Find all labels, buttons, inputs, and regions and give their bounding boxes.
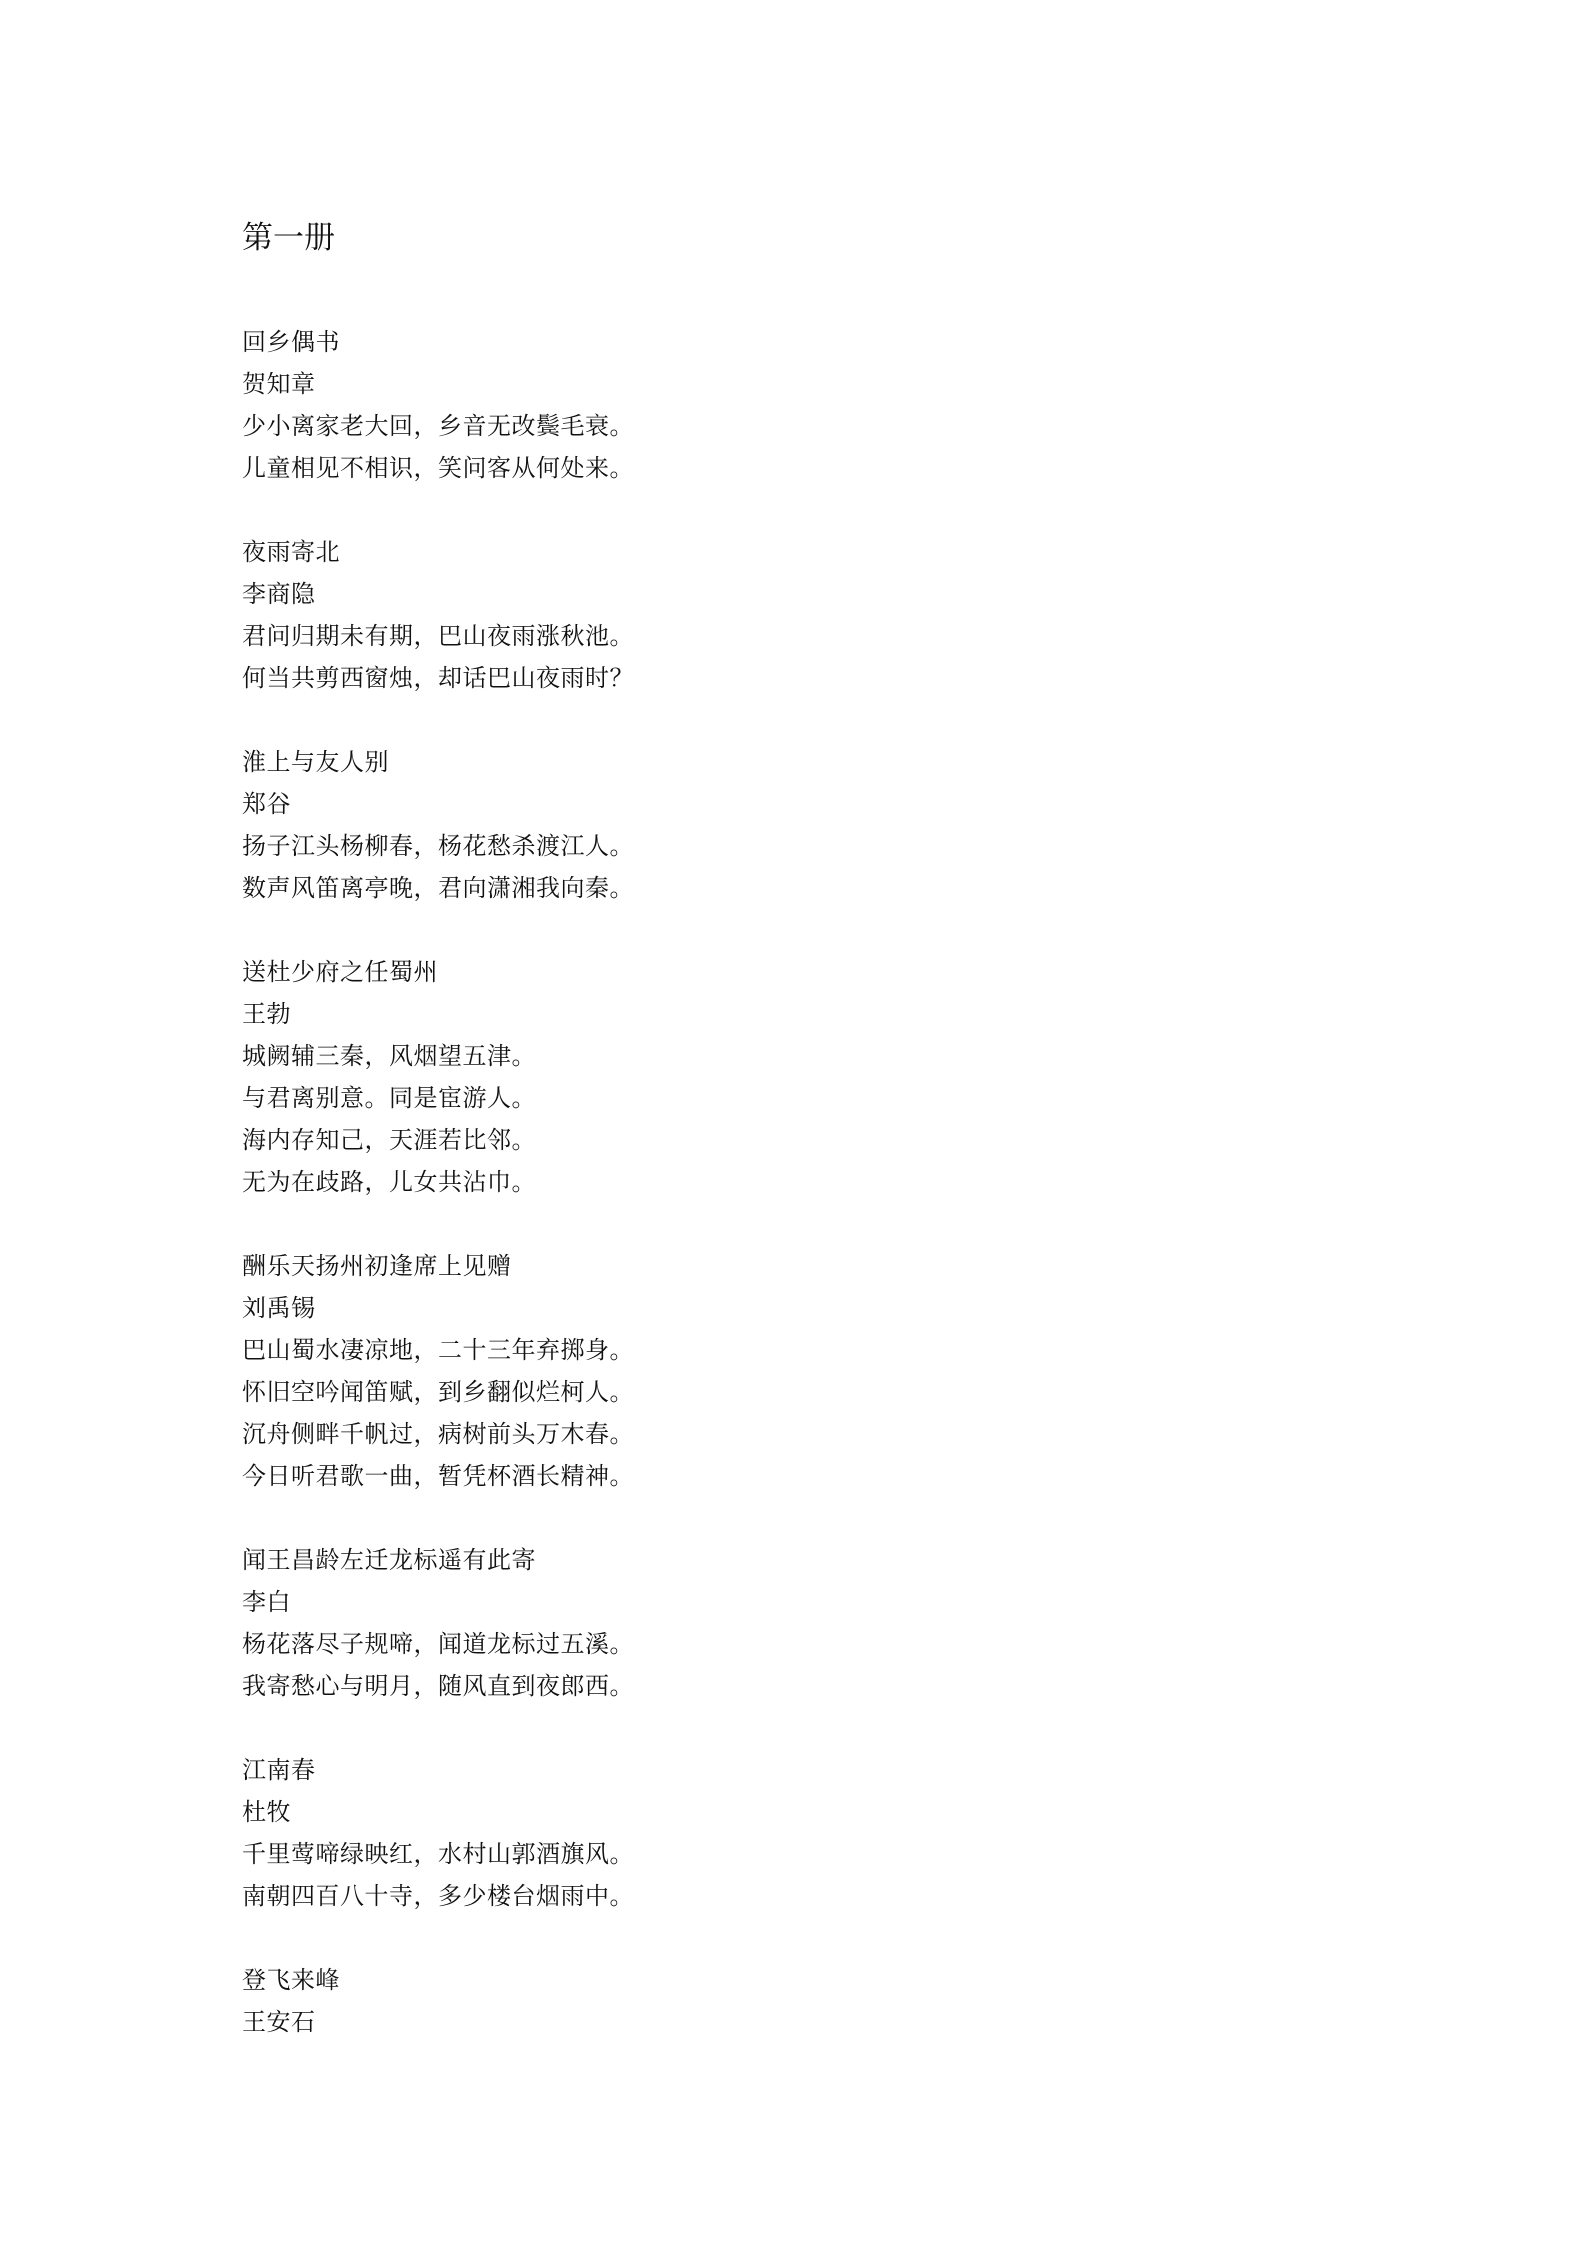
poem-line: 君问归期未有期，巴山夜雨涨秋池。 bbox=[242, 622, 634, 650]
poem-author: 贺知章 bbox=[242, 370, 316, 398]
poem-title: 回乡偶书 bbox=[242, 328, 340, 356]
poem-line: 沉舟侧畔千帆过，病树前头万木春。 bbox=[242, 1420, 634, 1448]
poem bbox=[242, 1959, 1442, 2043]
poem-line: 数声风笛离亭晚，君向潇湘我向秦。 bbox=[242, 874, 634, 902]
poem-line: 今日听君歌一曲，暂凭杯酒长精神。 bbox=[242, 1462, 634, 1490]
poem-line: 杨花落尽子规啼，闻道龙标过五溪。 bbox=[242, 1630, 634, 1658]
poem-author: 李白 bbox=[242, 1588, 291, 1616]
poem-author: 李商隐 bbox=[242, 580, 316, 608]
poem-author: 杜牧 bbox=[242, 1798, 291, 1826]
poem-title: 酬乐天扬州初逢席上见赠 bbox=[242, 1252, 512, 1280]
poem-line: 扬子江头杨柳春，杨花愁杀渡江人。 bbox=[242, 832, 634, 860]
poem-title: 江南春 bbox=[242, 1756, 316, 1784]
poem-line: 怀旧空吟闻笛赋，到乡翻似烂柯人。 bbox=[242, 1378, 634, 1406]
poem-line: 何当共剪西窗烛，却话巴山夜雨时？ bbox=[242, 664, 634, 692]
poem-author: 刘禹锡 bbox=[242, 1294, 316, 1322]
poem bbox=[242, 1245, 1442, 1497]
poem-list bbox=[242, 321, 1442, 2085]
poem-line: 儿童相见不相识，笑问客从何处来。 bbox=[242, 454, 634, 482]
poem-title: 闻王昌龄左迁龙标遥有此寄 bbox=[242, 1546, 536, 1574]
poem-title: 夜雨寄北 bbox=[242, 538, 340, 566]
poem-line: 我寄愁心与明月，随风直到夜郎西。 bbox=[242, 1672, 634, 1700]
poem-line: 城阙辅三秦，风烟望五津。 bbox=[242, 1042, 536, 1070]
poem bbox=[242, 951, 1442, 1203]
poem-author: 王勃 bbox=[242, 1000, 291, 1028]
poem-author: 王安石 bbox=[242, 2008, 316, 2036]
poem-line: 千里莺啼绿映红，水村山郭酒旗风。 bbox=[242, 1840, 634, 1868]
poem bbox=[242, 321, 1442, 489]
poem-line: 南朝四百八十寺，多少楼台烟雨中。 bbox=[242, 1882, 634, 1910]
poem-title: 送杜少府之任蜀州 bbox=[242, 958, 438, 986]
poem bbox=[242, 741, 1442, 909]
poem-author: 郑谷 bbox=[242, 790, 291, 818]
poem-line: 无为在歧路，儿女共沾巾。 bbox=[242, 1168, 536, 1196]
poem bbox=[242, 1749, 1442, 1917]
poem-line: 少小离家老大回，乡音无改鬓毛衰。 bbox=[242, 412, 634, 440]
poem-line: 与君离别意。同是宦游人。 bbox=[242, 1084, 536, 1112]
poem-line: 海内存知己，天涯若比邻。 bbox=[242, 1126, 536, 1154]
poem bbox=[242, 531, 1442, 699]
book-title: 第一册 bbox=[242, 220, 335, 256]
poem-line: 巴山蜀水凄凉地，二十三年弃掷身。 bbox=[242, 1336, 634, 1364]
poem bbox=[242, 1539, 1442, 1707]
poem-title: 登飞来峰 bbox=[242, 1966, 340, 1994]
poem-title: 淮上与友人别 bbox=[242, 748, 389, 776]
